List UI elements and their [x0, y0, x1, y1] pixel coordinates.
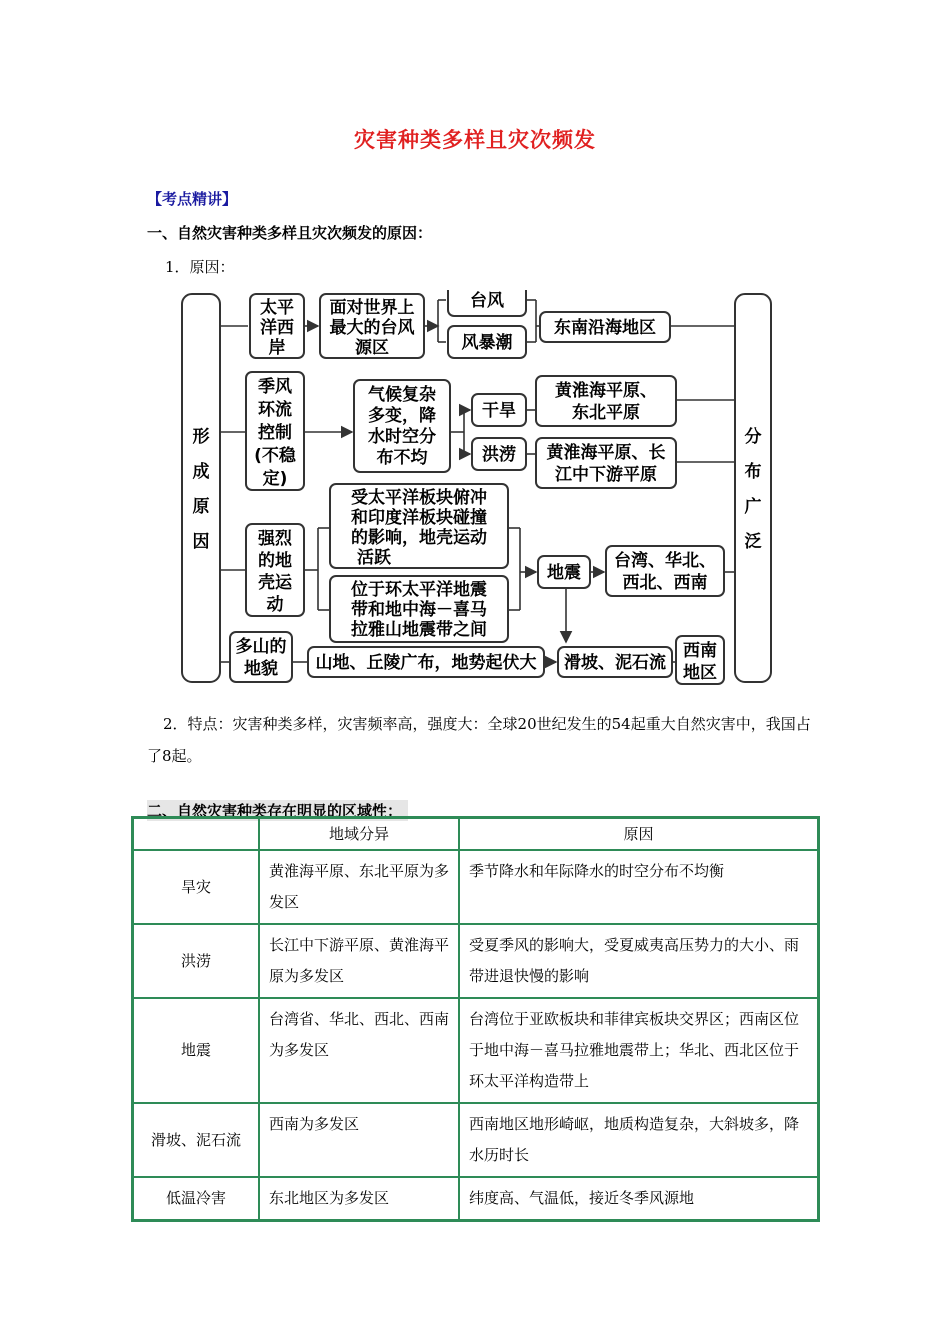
cause-char: 原 — [192, 497, 210, 517]
svg-text:受太平洋板块俯冲: 受太平洋板块俯冲 — [351, 488, 487, 508]
characteristics-paragraph: 2．特点：灾害种类多样，灾害频率高，强度大：全球20世纪发生的54起重大自然灾害中，我国占了8起。 — [147, 715, 811, 765]
southwest-region-box — [676, 636, 724, 684]
typhoon-source-box — [320, 294, 424, 358]
terrain-relief-box — [308, 647, 544, 677]
svg-text:拉雅山地震带之间: 拉雅山地震带之间 — [351, 620, 487, 640]
svg-text:洋西: 洋西 — [260, 318, 294, 338]
region-cell: 西南为多发区 — [259, 1103, 459, 1177]
svg-text:洪涝: 洪涝 — [482, 445, 516, 465]
cause-char: 形 — [192, 427, 210, 447]
svg-text:滑坡、泥石流: 滑坡、泥石流 — [564, 653, 666, 673]
svg-text:太平: 太平 — [260, 298, 294, 318]
table-header-row — [133, 818, 819, 851]
svg-text:和印度洋板块碰撞: 和印度洋板块碰撞 — [351, 508, 487, 528]
svg-text:地区: 地区 — [683, 663, 717, 683]
flood-box — [472, 438, 526, 470]
regional-disaster-table — [131, 816, 820, 1222]
flood-region-box — [536, 438, 676, 488]
svg-text:台湾、华北、: 台湾、华北、 — [614, 551, 716, 571]
disaster-cell: 洪涝 — [133, 924, 260, 998]
svg-text:黄淮海平原、: 黄淮海平原、 — [555, 381, 657, 401]
svg-text:地震: 地震 — [547, 563, 581, 583]
drought-box — [472, 394, 526, 426]
table-row — [133, 998, 819, 1103]
header-cell — [133, 818, 260, 851]
table-row — [133, 924, 819, 998]
reason-cell: 台湾位于亚欧板块和菲律宾板块交界区；西南区位于地中海－喜马拉雅地震带上；华北、西北区位于环太平洋构造带上 — [459, 998, 819, 1103]
svg-text:活跃: 活跃 — [357, 548, 391, 568]
distribution-char: 广 — [744, 497, 762, 517]
svg-text:壳运: 壳运 — [258, 573, 292, 593]
svg-text:最大的台风: 最大的台风 — [329, 318, 415, 338]
item-causes-label: 1．原因： — [165, 258, 235, 276]
earthquake-region-box — [606, 546, 724, 596]
section-tag: 【考点精讲】 — [147, 190, 238, 208]
svg-text:环流: 环流 — [258, 400, 292, 420]
svg-text:水时空分: 水时空分 — [368, 427, 436, 447]
svg-text:山地、丘陵广布，地势起伏大: 山地、丘陵广布，地势起伏大 — [315, 653, 537, 673]
heading-regional: 二、自然灾害种类存在明显的区域性： — [147, 800, 408, 821]
svg-text:定): 定) — [262, 469, 288, 489]
cause-char: 成 — [192, 462, 210, 482]
svg-text:面对世界上: 面对世界上 — [329, 298, 415, 318]
svg-text:西南: 西南 — [683, 641, 717, 661]
region-cell: 黄淮海平原、东北平原为多发区 — [259, 850, 459, 924]
distribution-char: 泛 — [744, 532, 762, 552]
svg-text:强烈: 强烈 — [258, 529, 292, 549]
crust-movement-box — [246, 524, 304, 616]
reason-cell: 季节降水和年际降水的时空分布不均衡 — [459, 850, 819, 924]
reason-cell: 西南地区地形崎岖，地质构造复杂，大斜坡多，降水历时长 — [459, 1103, 819, 1177]
plate-collision-box — [330, 484, 508, 568]
distribution-char: 分 — [744, 427, 762, 447]
header-cell: 地域分异 — [259, 818, 459, 851]
disaster-cell: 地震 — [133, 998, 260, 1103]
mountainous-terrain-box — [230, 632, 292, 682]
svg-text:西北、西南: 西北、西南 — [622, 573, 708, 593]
cause-char: 因 — [192, 532, 210, 552]
svg-text:江中下游平原: 江中下游平原 — [555, 465, 657, 485]
table-row — [133, 850, 819, 924]
svg-text:季风: 季风 — [258, 377, 292, 397]
wide-distribution-box — [735, 294, 771, 682]
causes-diagram — [180, 290, 775, 688]
svg-text:东南沿海地区: 东南沿海地区 — [554, 318, 656, 338]
region-cell: 长江中下游平原、黄淮海平原为多发区 — [259, 924, 459, 998]
storm-surge-box — [448, 326, 526, 358]
region-cell: 台湾省、华北、西北、西南为多发区 — [259, 998, 459, 1103]
svg-text:黄淮海平原、长: 黄淮海平原、长 — [546, 443, 666, 463]
svg-text:多山的: 多山的 — [235, 637, 287, 657]
monsoon-box — [246, 372, 304, 490]
svg-text:台风: 台风 — [470, 291, 504, 311]
landslide-box — [558, 647, 672, 677]
disaster-cell: 滑坡、泥石流 — [133, 1103, 260, 1177]
svg-text:的影响，地壳运动: 的影响，地壳运动 — [351, 528, 487, 548]
pacific-west-coast-box — [250, 294, 304, 358]
climate-box — [354, 380, 450, 472]
southeast-coast-box — [540, 312, 670, 342]
svg-text:带和地中海－喜马: 带和地中海－喜马 — [351, 600, 487, 620]
disaster-cell: 低温冷害 — [133, 1177, 260, 1221]
reason-cell: 纬度高、气温低，接近冬季风源地 — [459, 1177, 819, 1221]
svg-text:布不均: 布不均 — [376, 448, 428, 468]
disaster-cell: 旱灾 — [133, 850, 260, 924]
heading-causes: 一、自然灾害种类多样且灾次频发的原因： — [147, 224, 433, 242]
typhoon-box — [448, 290, 526, 316]
svg-text:源区: 源区 — [355, 338, 389, 358]
svg-text:风暴潮: 风暴潮 — [461, 333, 513, 353]
svg-text:(不稳: (不稳 — [254, 446, 296, 466]
svg-text:地貌: 地貌 — [244, 659, 278, 679]
table-row — [133, 1103, 819, 1177]
distribution-char: 布 — [744, 462, 762, 482]
svg-text:多变，降: 多变，降 — [368, 406, 436, 426]
page-title: 灾害种类多样且灾次频发 — [354, 128, 596, 152]
svg-text:位于环太平洋地震: 位于环太平洋地震 — [351, 580, 487, 600]
table-row — [133, 1177, 819, 1221]
drought-region-box — [536, 376, 676, 426]
svg-text:岸: 岸 — [268, 338, 286, 358]
svg-text:干旱: 干旱 — [482, 401, 516, 421]
svg-text:气候复杂: 气候复杂 — [368, 385, 436, 405]
svg-text:的地: 的地 — [258, 551, 292, 571]
formation-cause-box — [182, 294, 220, 682]
svg-text:动: 动 — [266, 595, 284, 615]
reason-cell: 受夏季风的影响大，受夏威夷高压势力的大小、雨带进退快慢的影响 — [459, 924, 819, 998]
earthquake-box — [538, 556, 590, 588]
svg-text:东北平原: 东北平原 — [572, 403, 640, 423]
region-cell: 东北地区为多发区 — [259, 1177, 459, 1221]
svg-text:控制: 控制 — [258, 423, 292, 443]
seismic-belt-box — [330, 576, 508, 642]
header-cell: 原因 — [459, 818, 819, 851]
